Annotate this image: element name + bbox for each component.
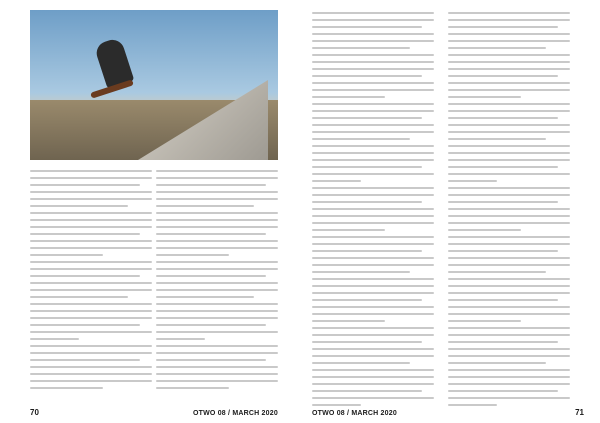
left-page-footer: OTWO 08 / MARCH 2020 bbox=[193, 410, 278, 417]
right-page-number: 71 bbox=[575, 408, 584, 417]
right-column-1 bbox=[312, 12, 434, 411]
skateboard-photo bbox=[30, 10, 278, 160]
left-column-1 bbox=[30, 170, 152, 394]
right-page-footer: OTWO 08 / MARCH 2020 bbox=[312, 410, 397, 417]
right-column-2 bbox=[448, 12, 570, 411]
right-page bbox=[300, 0, 600, 423]
left-column-2 bbox=[156, 170, 278, 394]
left-page-number: 70 bbox=[30, 408, 39, 417]
